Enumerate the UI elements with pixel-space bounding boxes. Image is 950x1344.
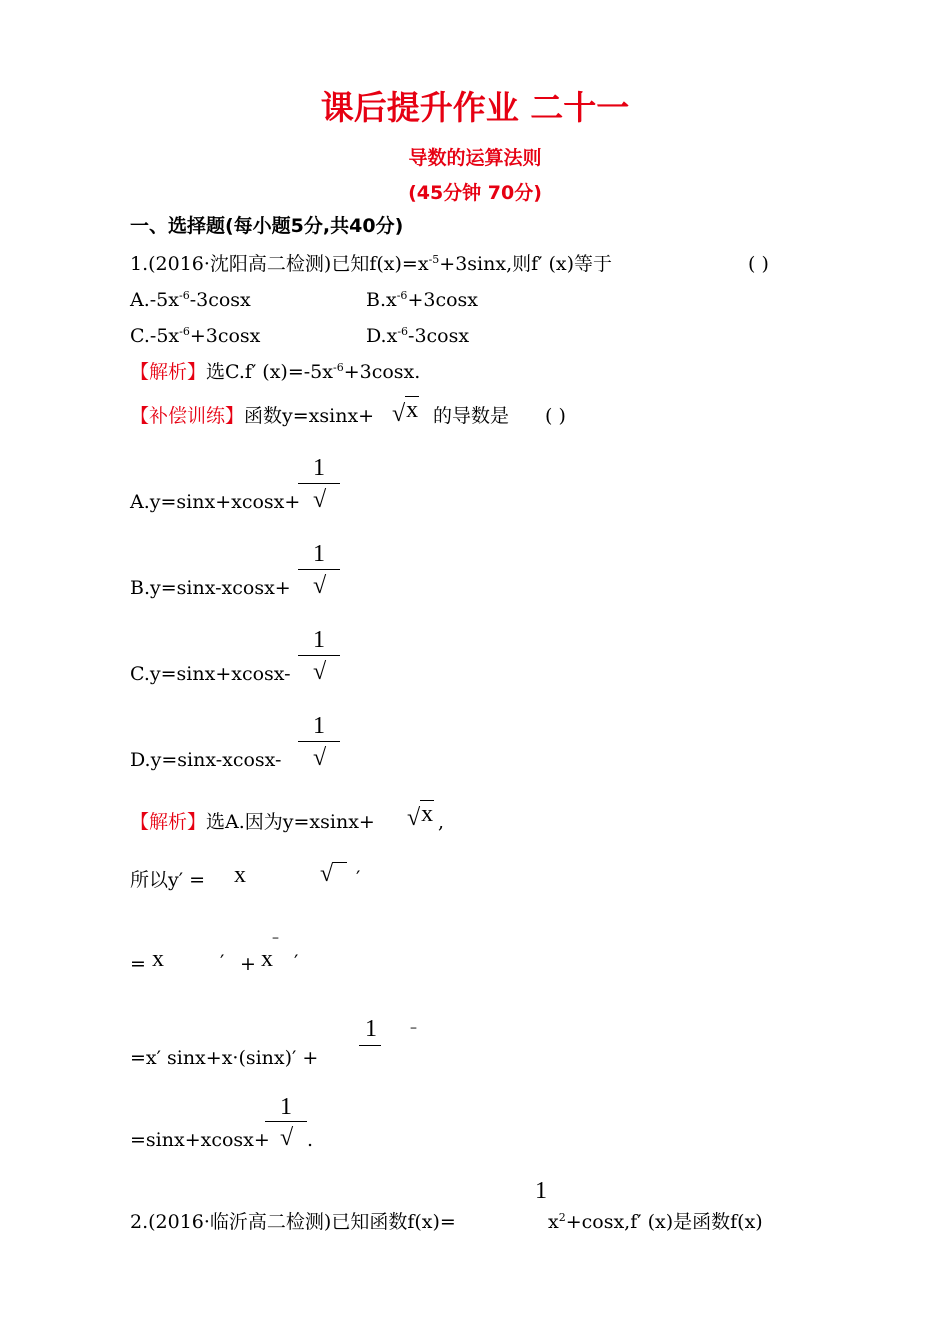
derivation-x: x [152, 946, 164, 972]
fraction-bar [298, 569, 340, 570]
supplement-option-c: C.y=sinx+xcosx- [130, 663, 291, 685]
supplement-stem: 【补偿训练】函数y=xsinx+ [130, 405, 375, 427]
fraction-bar [265, 1121, 307, 1122]
sqrt-icon: √ [313, 573, 327, 599]
sqrt-icon: √ [280, 1125, 294, 1151]
sqrt-icon: √ [313, 745, 327, 771]
supplement-tag: 【补偿训练】 [130, 405, 245, 427]
fraction-numerator: 1 [535, 1178, 547, 1204]
question-2-term: $x^2+\cos x,f'$ (x)是函数f(x) [548, 1211, 763, 1233]
derivation-x: x [234, 862, 246, 888]
question-1-stem [130, 252, 612, 276]
fraction-numerator: 1 [365, 1016, 377, 1042]
fraction-numerator: 1 [280, 1094, 292, 1120]
exponent-dash: – [410, 1020, 417, 1036]
q1-stem-b: +3sinx,则f′ (x)等于 [439, 253, 613, 275]
fraction-numerator: 1 [313, 455, 325, 481]
derivation-x: x [261, 946, 273, 972]
q1-analysis: 【解析】选C.f′ $(x)=-5x^{-6}+3\cos x$. [130, 361, 421, 383]
prime-mark: ′ [220, 951, 225, 973]
sqrt-x-radical: √x [392, 397, 419, 427]
fraction-bar [298, 483, 340, 484]
derivation-line-1: 所以y′ = [130, 869, 206, 891]
analysis-tag: 【解析】 [130, 811, 207, 833]
analysis-tag: 【解析】 [130, 361, 207, 383]
derivation-line-3: =x′ sinx+x·(sinx)′ + [130, 1047, 319, 1069]
derivation-line-4: =sinx+xcosx+ [130, 1129, 270, 1151]
derivation-line-2-eq: = [130, 953, 146, 975]
time-score: (45分钟 70分) [408, 182, 542, 204]
fraction-numerator: 1 [313, 541, 325, 567]
q1-stem-exp: -5 [428, 253, 440, 266]
supplement-option-d: D.y=sinx-xcosx- [130, 749, 282, 771]
derivation-plus: + [240, 953, 256, 975]
fraction-bar [298, 741, 340, 742]
q1-option-d: $D.x^{-6}-3\cos x$ [366, 325, 470, 347]
q1-option-a: $A.-5x^{-6}-3\cos x$ [130, 289, 251, 311]
supplement-analysis: 【解析】选A.因为y=xsinx+ [130, 811, 375, 833]
radical-bar [333, 862, 347, 863]
supplement-option-b: B.y=sinx-xcosx+ [130, 577, 291, 599]
q1-option-c: $C.-5x^{-6}+3\cos x$ [130, 325, 261, 347]
final-period: . [307, 1129, 314, 1151]
fraction-numerator: 1 [313, 713, 325, 739]
page-title: 课后提升作业 二十一 [320, 88, 630, 127]
supplement-answer-paren: ( ) [545, 405, 566, 427]
q1-stem-a: 1.(2016·沈阳高二检测)已知f(x)=x [130, 253, 429, 275]
section-heading: 一、选择题(每小题5分,共40分) [130, 215, 404, 237]
lesson-title: 导数的运算法则 [408, 147, 542, 169]
sqrt-icon: √ [313, 487, 327, 513]
sqrt-icon: √ [313, 659, 327, 685]
exponent-dash: – [272, 930, 279, 946]
fraction-bar [359, 1045, 381, 1046]
q1-option-b: $B.x^{-6}+3\cos x$ [366, 289, 478, 311]
question-2-stem: 2.(2016·临沂高二检测)已知函数f(x)= [130, 1211, 456, 1233]
sqrt-icon: √ [320, 861, 334, 887]
supplement-stem-tail: 的导数是 [433, 405, 510, 427]
fraction-numerator: 1 [313, 627, 325, 653]
analysis-comma: , [438, 811, 445, 833]
prime-mark: ′ [294, 951, 299, 973]
fraction-bar [298, 655, 340, 656]
question-1-answer-paren: ( ) [748, 253, 769, 275]
prime-mark: ′ [356, 867, 361, 889]
supplement-option-a: A.y=sinx+xcosx+ [130, 491, 301, 513]
sqrt-x-radical: √x [407, 801, 434, 831]
